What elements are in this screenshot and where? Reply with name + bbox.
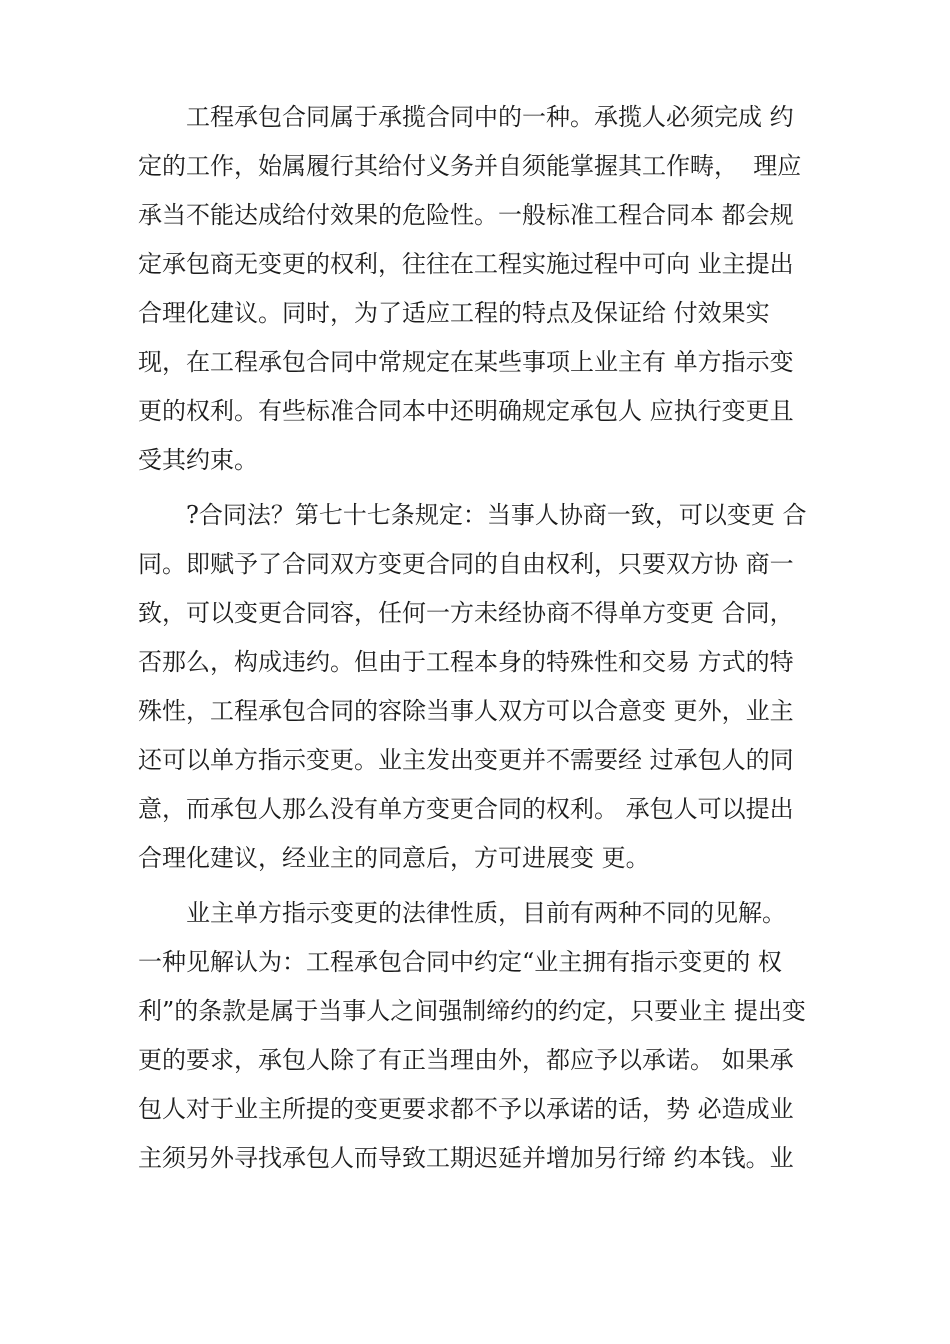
paragraph-1-line-2: 定的工作，始属履行其给付义务并自须能掌握其工作畴， 理应 (138, 152, 802, 180)
paragraph-1-line-8: 受其约束。 (138, 446, 258, 474)
paragraph-2-line-8: 合理化建议，经业主的同意后，方可进展变 更。 (138, 844, 650, 872)
paragraph-3-line-3: 利”的条款是属于当事人之间强制缔约的约定，只要业主 提出变 (138, 997, 806, 1025)
paragraph-1-line-6: 现，在工程承包合同中常规定在某些事项上业主有 单方指示变 (138, 348, 794, 376)
paragraph-1-line-7: 更的权利。有些标准合同本中还明确规定承包人 应执行变更且 (138, 397, 794, 425)
paragraph-2-line-3: 致，可以变更合同容，任何一方未经协商不得单方变更 合同， (138, 599, 794, 627)
paragraph-3-line-1: 业主单方指示变更的法律性质，目前有两种不同的见解。 (186, 899, 786, 927)
paragraph-2-line-2: 同。即赋予了合同双方变更合同的自由权利，只要双方协 商一 (138, 550, 794, 578)
paragraph-3-line-2: 一种见解认为：工程承包合同中约定“业主拥有指示变更的 权 (138, 948, 782, 976)
paragraph-2-line-1: ?合同法？第七十七条规定：当事人协商一致，可以变更 合 (186, 501, 807, 529)
paragraph-3-line-5: 包人对于业主所提的变更要求都不予以承诺的话，势 必造成业 (138, 1095, 794, 1123)
paragraph-2-line-5: 殊性，工程承包合同的容除当事人双方可以合意变 更外，业主 (138, 697, 794, 725)
paragraph-3-line-6: 主须另外寻找承包人而导致工期迟延并增加另行缔 约本钱。业 (138, 1144, 794, 1172)
paragraph-3-line-4: 更的要求，承包人除了有正当理由外，都应予以承诺。 如果承 (138, 1046, 794, 1074)
paragraph-1-line-4: 定承包商无变更的权利，往往在工程实施过程中可向 业主提出 (138, 250, 794, 278)
paragraph-2-line-7: 意，而承包人那么没有单方变更合同的权利。 承包人可以提出 (138, 795, 794, 823)
paragraph-1-line-1: 工程承包合同属于承揽合同中的一种。承揽人必须完成 约 (186, 103, 794, 131)
paragraph-2-line-6: 还可以单方指示变更。业主发出变更并不需要经 过承包人的同 (138, 746, 794, 774)
paragraph-1-line-3: 承当不能达成给付效果的危险性。一般标准工程合同本 都会规 (138, 201, 794, 229)
paragraph-1-line-5: 合理化建议。同时，为了适应工程的特点及保证给 付效果实 (138, 299, 770, 327)
paragraph-2-line-4: 否那么，构成违约。但由于工程本身的特殊性和交易 方式的特 (138, 648, 794, 676)
